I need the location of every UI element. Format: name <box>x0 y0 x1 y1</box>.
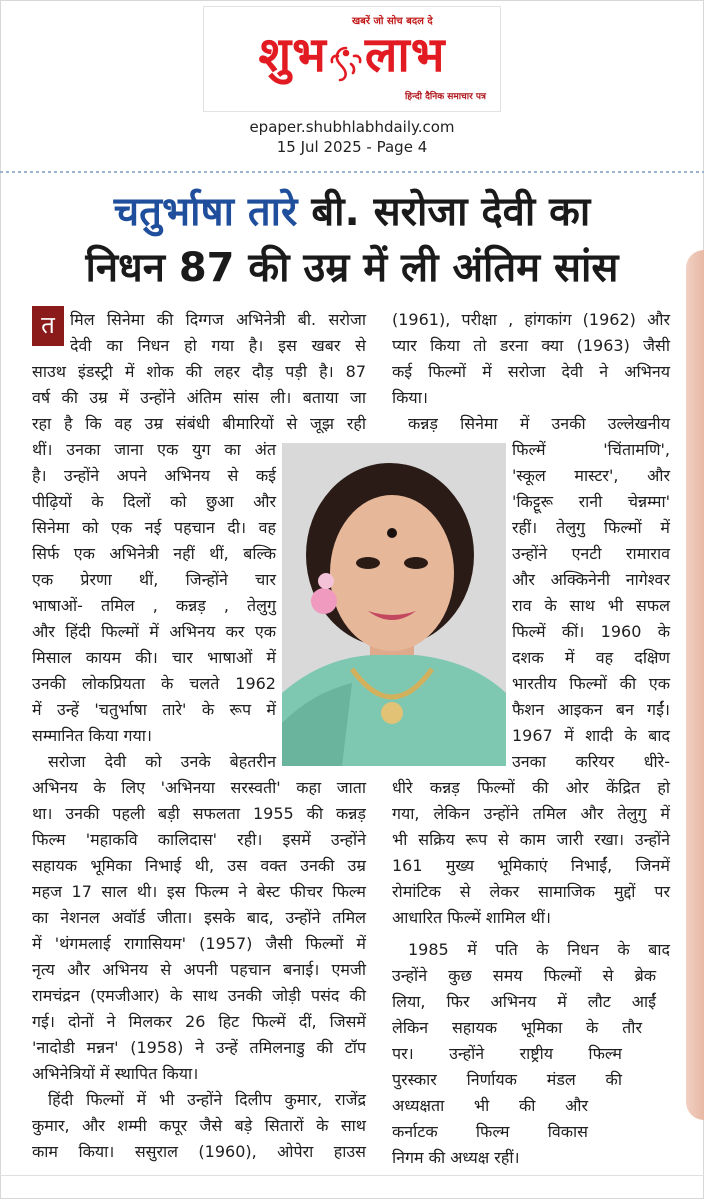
right-column-line: भी सक्रिय रूप से काम जारी रखा। उन्होंने <box>392 830 670 849</box>
right-column-line: 1985 में पति के निधन के बाद <box>408 940 670 959</box>
left-column-line: में उन्हें 'चतुर्भाषा तारे' के रूप में <box>32 700 276 719</box>
left-column-line: में 'थंगमलाई रागासियम' (1957) जैसी फिल्मों में <box>32 934 366 953</box>
masthead-subtagline: हिन्दी दैनिक समाचार पत्र <box>404 92 486 102</box>
left-column-line: भाषाओं- तमिल , कन्नड़ , तेलुगु <box>32 596 276 615</box>
left-column-line: हिंदी फिल्मों में भी उन्होंने दिलीप कुमार, राजेंद्र <box>48 1090 366 1109</box>
left-column-line: अभिनय के लिए 'अभिनया सरस्वती' कहा जाता <box>32 778 366 797</box>
right-column-line: कई फिल्मों में सरोजा देवी ने अभिनय <box>392 362 670 381</box>
left-column-line: है। उन्होंने अपने अभिनय से कई <box>32 466 276 485</box>
right-column-line: रहीं। तेलुगु फिल्मों में <box>512 518 670 537</box>
right-column-line: फिल्में कीं। 1960 के <box>512 622 670 641</box>
right-column-line: उनका करियर धीरे- <box>512 752 670 771</box>
logo-wordmark <box>204 25 500 85</box>
right-column-line: राव के साथ भी सफल <box>512 596 670 615</box>
right-column-line: पर। उन्होंने राष्ट्रीय फिल्म <box>392 1044 622 1063</box>
right-column-line: अध्यक्षता भी की और <box>392 1096 588 1115</box>
right-column-line: लिया, फिर अभिनय में लौट आईं <box>392 992 656 1011</box>
right-column-line: 'किट्टूरू रानी चेन्नम्मा' <box>512 492 670 511</box>
left-column-line: महज 17 साल थी। इस फिल्म ने बेस्ट फीचर फिल्म <box>32 882 366 901</box>
right-column-line: रोमांटिक से लेकर सामाजिक मुद्दों पर <box>392 882 670 901</box>
logo-right-text: लाभ <box>364 27 446 83</box>
headline-highlight: चतुर्भाषा तारे <box>113 189 298 235</box>
left-column-line: काम किया। ससुराल (1960), ओपेरा हाउस <box>32 1142 366 1161</box>
left-column-line: सम्मानित किया गया। <box>32 726 152 745</box>
left-column-line: 'नादोडी मन्नन' (1958) ने उन्हें तमिलनाडु की टॉप <box>32 1038 366 1057</box>
left-column-line: फिल्म 'महाकवि कालिदास' रही। इसमें उन्होंने <box>32 830 366 849</box>
left-column-line: देवी का निधन हो गया है। इस खबर से <box>70 336 366 355</box>
left-column-line: साउथ इंडस्ट्री में शोक की लहर दौड़ पड़ी है। 87 <box>32 362 366 381</box>
right-column-line: और अक्किनेनी नागेश्वर <box>512 570 670 589</box>
left-column-line: सहायक भूमिका निभाई थी, उस वक्त उनकी उम्र <box>32 856 366 875</box>
left-column-line: पीढ़ियों के दिलों को छुआ और <box>32 492 276 511</box>
right-column-line: धीरे कन्नड़ फिल्मों की ओर केंद्रित हो <box>392 778 670 797</box>
left-column-line: सिनेमा को एक नई पहचान दी। वह <box>32 518 276 537</box>
right-column-line: 'स्कूल मास्टर', और <box>512 466 670 485</box>
headline-line-1-rest: बी. सरोजा देवी का <box>297 189 591 235</box>
left-column-line: उनकी लोकप्रियता के चलते 1962 <box>32 674 276 693</box>
right-column-line: प्यार किया तो डरना क्या (1963) जैसी <box>392 336 670 355</box>
left-column-line: रहा है कि वह उम्र संबंधी बीमारियों से जूझ रही <box>32 414 366 433</box>
left-column-line: एक प्रेरणा थीं, जिन्होंने चार <box>32 570 276 589</box>
bottom-divider <box>0 1175 704 1176</box>
source-date: 15 Jul 2025 - Page 4 <box>276 138 428 156</box>
right-column-line: कन्नड़ सिनेमा में उनकी उल्लेखनीय <box>408 414 670 433</box>
right-column-line: उन्होंने कुछ समय फिल्मों से ब्रेक <box>392 966 656 985</box>
dotted-divider <box>0 171 704 173</box>
source-url: epaper.shubhlabhdaily.com <box>249 118 455 136</box>
masthead-tagline: खबरें जो सोच बदल दे <box>352 16 433 27</box>
left-column-line: गई। दोनों ने मिलकर 26 हिट फिल्में दीं, जिसमें <box>32 1012 366 1031</box>
right-column-line: भारतीय फिल्मों की एक <box>512 674 670 693</box>
adjacent-image-edge <box>686 250 704 1120</box>
left-column-line: और हिंदी फिल्मों में अभिनय कर एक <box>32 622 276 641</box>
logo-left-text: शुभ <box>258 27 327 83</box>
right-column-line: उन्होंने एनटी रामाराव <box>512 544 670 563</box>
right-column-line: फैशन आइकन बन गईं। <box>512 700 670 719</box>
right-column-line: पुरस्कार निर्णायक मंडल की <box>392 1070 622 1089</box>
ganesh-icon <box>329 38 363 78</box>
right-column-line: गया, लेकिन उन्होंने तमिल और तेलुगु में <box>392 804 670 823</box>
left-column-line: सरोजा देवी को उनके बेहतरीन <box>48 752 276 771</box>
headline-line-1 <box>10 184 694 240</box>
drop-cap: त <box>32 306 64 346</box>
left-column-line: मिल सिनेमा की दिग्गज अभिनेत्री बी. सरोजा <box>70 310 366 329</box>
right-column-line: 1967 में शादी के बाद <box>512 726 670 745</box>
right-column-line: आधारित फिल्में शामिल थीं। <box>392 908 551 927</box>
left-column-line: रामचंद्रन (एमजीआर) के साथ उनकी जोड़ी पसंद की <box>32 986 366 1005</box>
left-column-line: मिसाल कायम की। चार भाषाओं में <box>32 648 276 667</box>
right-column-line: 161 मुख्य भूमिकाएं निभाईं, जिनमें <box>392 856 670 875</box>
right-column-line: दशक में वह दक्षिण <box>512 648 670 667</box>
left-column-line: अभिनेत्रियों में स्थापित किया। <box>32 1064 199 1083</box>
left-column-line: वर्ष की उम्र में उन्होंने अंतिम सांस ली। बताया जा <box>32 388 366 407</box>
left-column-line: का नेशनल अवॉर्ड जीता। इसके बाद, उन्होंने तमिल <box>32 908 366 927</box>
masthead-logo <box>203 6 501 112</box>
right-column-line: (1961), परीक्षा , हांगकांग (1962) और <box>392 310 670 329</box>
right-column-line: निगम की अध्यक्ष रहीं। <box>392 1148 520 1167</box>
portrait-photo <box>282 443 506 766</box>
left-column-line: सिर्फ एक अभिनेत्री नहीं थीं, बल्कि <box>32 544 276 563</box>
left-column-line: था। उनकी पहली बड़ी सफलता 1955 की कन्नड़ <box>32 804 366 823</box>
left-column-line: कुमार, और शम्मी कपूर जैसे बड़े सितारों के साथ <box>32 1116 366 1135</box>
right-column-line: लेकिन सहायक भूमिका के तौर <box>392 1018 642 1037</box>
right-column-line: कर्नाटक फिल्म विकास <box>392 1122 588 1141</box>
left-column-line: नृत्य और अभिनय से अपनी पहचान बनाई। एमजी <box>32 960 366 979</box>
headline-line-2: निधन 87 की उम्र में ली अंतिम सांस <box>85 245 619 291</box>
right-column-line: किया। <box>392 388 428 407</box>
right-column-line: फिल्में 'चिंतामणि', <box>512 440 670 459</box>
left-column-line: थीं। उनका जाना एक युग का अंत <box>32 440 276 459</box>
